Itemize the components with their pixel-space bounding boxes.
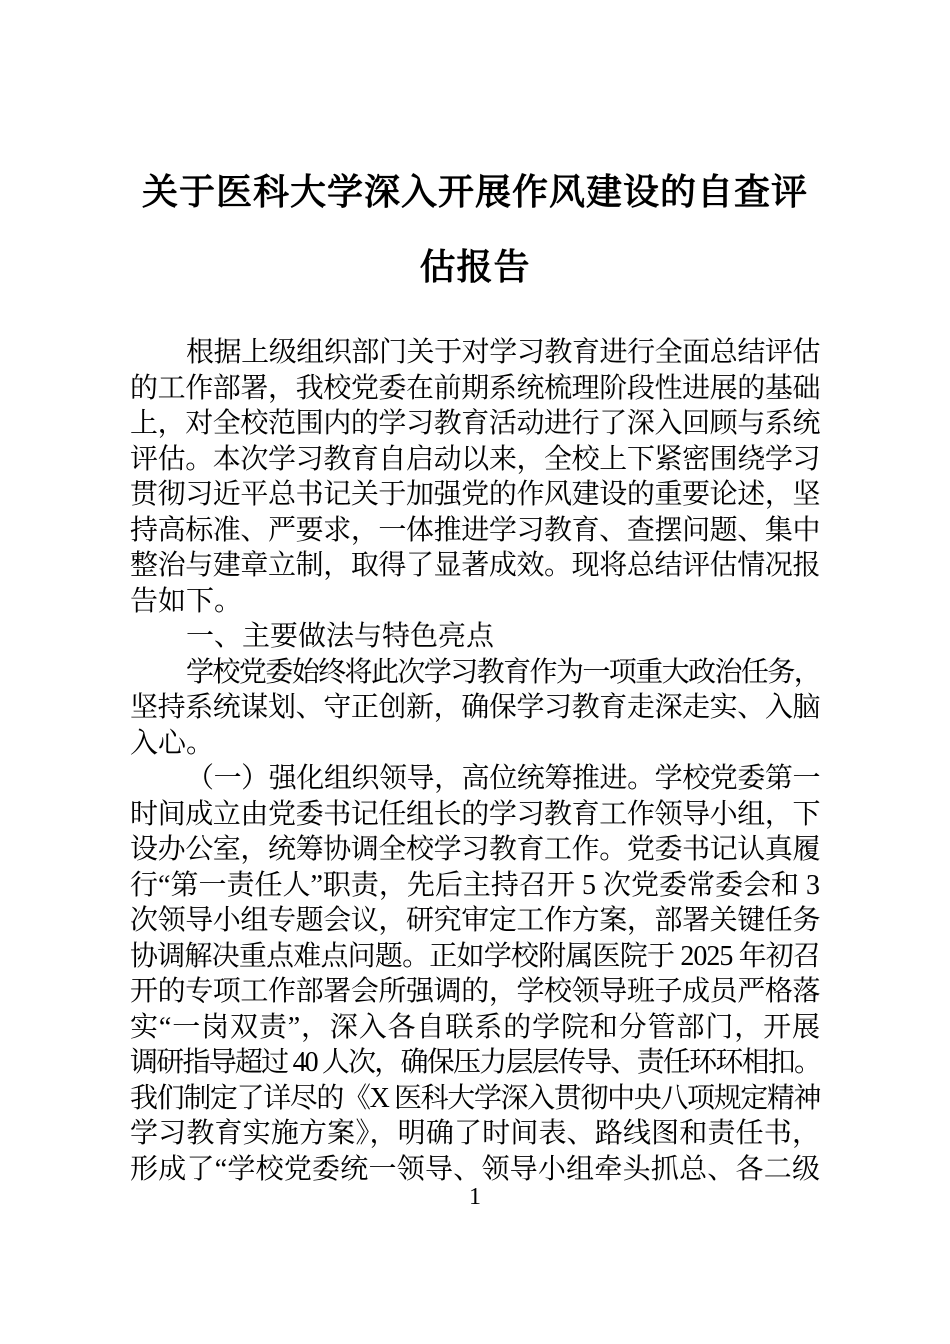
text-line: 调研指导超过 40 人次，确保压力层层传导、责任环环相扣。 <box>130 1047 820 1078</box>
text-line: 一、主要做法与特色亮点 <box>186 621 495 652</box>
title-line: 估报告 <box>419 246 531 287</box>
text-line: （一）强化组织领导，高位统筹推进。学校党委第一 <box>186 763 820 794</box>
text-line: 告如下。 <box>130 585 243 617</box>
text-line: 实“一岗双责”，深入各自联系的学院和分管部门，开展 <box>130 1011 820 1043</box>
text-line: 设办公室，统筹协调全校学习教育工作。党委书记认真履 <box>130 834 820 865</box>
text-line: 时间成立由党委书记任组长的学习教育工作领导小组，下 <box>130 798 820 830</box>
text-line: 上，对全校范围内的学习教育活动进行了深入回顾与系统 <box>130 408 820 439</box>
text-line: 整治与建章立制，取得了显著成效。现将总结评估情况报 <box>130 550 820 581</box>
text-line: 次领导小组专题会议，研究审定工作方案，部署关键任务 <box>130 905 820 936</box>
text-line: 学校党委始终将此次学习教育作为一项重大政治任务， <box>186 656 820 688</box>
text-line: 的工作部署，我校党委在前期系统梳理阶段性进展的基础 <box>130 372 820 404</box>
paragraph <box>130 335 820 619</box>
text-line: 评估。本次学习教育自启动以来，全校上下紧密围绕学习 <box>130 443 820 475</box>
text-line: 入心。 <box>130 727 215 759</box>
text-line: 协调解决重点难点问题。正如学校附属医院于 2025 年初召 <box>130 940 820 972</box>
paragraph <box>130 655 820 762</box>
document-body <box>130 335 820 1187</box>
page-number: 1 <box>469 1184 481 1210</box>
text-line: 根据上级组织部门关于对学习教育进行全面总结评估 <box>186 337 820 368</box>
text-line: 学习教育实施方案》，明确了时间表、路线图和责任书， <box>130 1118 820 1149</box>
text-line: 贯彻习近平总书记关于加强党的作风建设的重要论述，坚 <box>130 479 820 510</box>
text-line: 开的专项工作部署会所强调的，学校领导班子成员严格落 <box>130 976 820 1007</box>
text-line: 行“第一责任人”职责，先后主持召开 5 次党委常委会和 3 <box>130 869 820 901</box>
paragraph <box>130 761 820 1187</box>
document-title <box>0 154 950 304</box>
section-heading <box>130 619 820 655</box>
title-line: 关于医科大学深入开展作风建设的自查评 <box>141 171 808 212</box>
text-line: 我们制定了详尽的《X 医科大学深入贯彻中央八项规定精神 <box>130 1082 820 1114</box>
text-line: 形成了“学校党委统一领导、领导小组牵头抓总、各二级 <box>130 1153 820 1185</box>
text-line: 坚持系统谋划、守正创新，确保学习教育走深走实、入脑 <box>130 692 820 723</box>
text-line: 持高标准、严要求，一体推进学习教育、查摆问题、集中 <box>130 514 820 546</box>
